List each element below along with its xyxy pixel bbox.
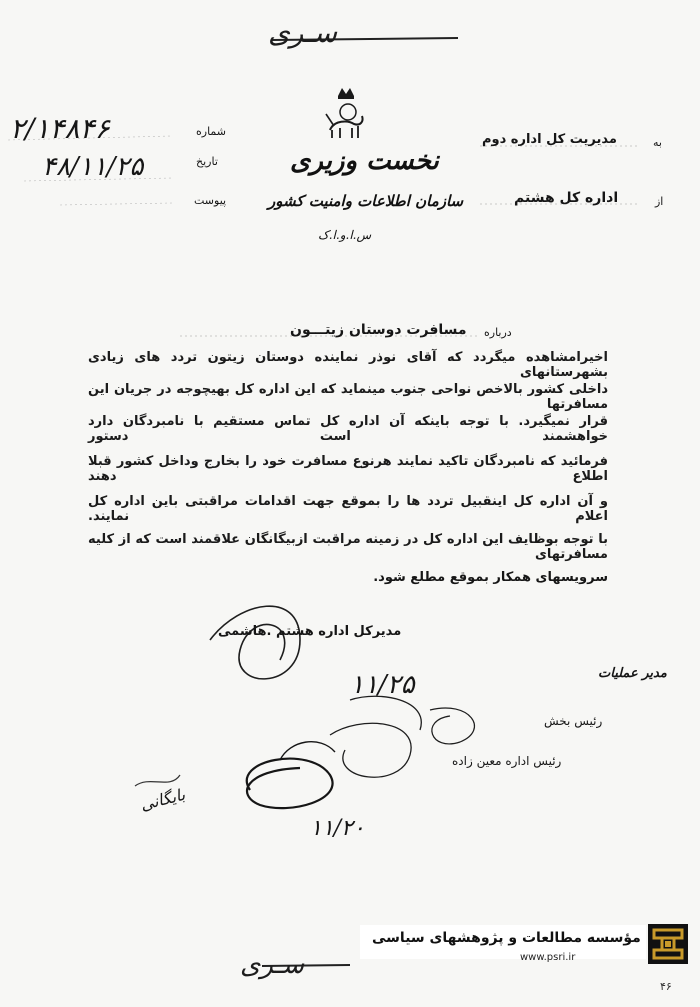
signature-date-mark: ۱۱/۲۵ xyxy=(350,670,415,700)
body-line: با توجه بوظایف این اداره کل در زمینه مراقبت ازبیگانگان علاقمند است که از کلیه مسافرتهای xyxy=(88,532,608,562)
number-value: ۲/۱۴۸۴۶ xyxy=(10,112,110,145)
body-line-last: سرویسهای همکار بموقع مطلع شود. xyxy=(373,570,608,585)
body-line: اخیرامشاهده میگردد که آقای نوذر نماینده دوستان زیتون تردد های زیادی بشهرستانهای xyxy=(88,350,608,380)
lion-and-sun-emblem-icon xyxy=(324,86,368,144)
section-chief-line: رئیس بخش xyxy=(544,714,603,728)
page-number: ۴۶ xyxy=(660,980,672,993)
letterhead-abbr: س.ا.و.ا.ک xyxy=(318,228,372,242)
to-value: مدیریت کل اداره دوم xyxy=(482,132,617,147)
signature-date-mark-2: ۱۱/۲۰ xyxy=(310,816,365,841)
body-line: و آن اداره کل اینقبیل تردد ها را بموقع جهت اقدامات مراقبتی باین اداره کل اعلام نمایند. xyxy=(88,494,608,524)
body-line: قرار نمیگیرد. با توجه باینکه آن اداره کل تماس مستقیم با نامبردگان دارد خواهشمند است دستور xyxy=(88,414,608,444)
number-label: شماره xyxy=(196,125,227,138)
body-line: فرمائید که نامبردگان تاکید نمایند هرنوع مسافرت خود را بخارج وداخل کشور قبلا اطلاع دهند xyxy=(88,454,608,484)
classification-bottom: سـری xyxy=(240,950,305,980)
subject-value: مسافرت دوستان زیتـــون xyxy=(290,322,467,338)
dept-chief-line: رئیس اداره معین زاده xyxy=(452,754,562,768)
attachment-label: پیوست xyxy=(194,194,227,207)
from-value: اداره کل هشتم xyxy=(514,190,619,206)
subject-label: درباره xyxy=(484,326,512,339)
ops-director-line: مدیر عملیات xyxy=(598,666,667,681)
footer-url[interactable]: www.psri.ir xyxy=(520,952,576,963)
body-line: داخلی کشور بالاخص نواحی جنوب مینماید که این اداره کل بهیچوجه در جریان این مسافرتها xyxy=(88,382,608,412)
from-prefix: از xyxy=(655,195,664,208)
institute-logo-icon xyxy=(648,924,688,964)
letterhead-title: نخست وزیری xyxy=(290,146,439,176)
letterhead-org: سازمان اطلاعات وامنیت کشور xyxy=(268,192,464,210)
classification-top: سـری xyxy=(268,16,338,49)
footer-institute: مؤسسه مطالعات و پژوهشهای سیاسی xyxy=(372,930,641,946)
date-value: ۴۸/۱۱/۲۵ xyxy=(42,152,144,182)
margin-note: بایگانی xyxy=(138,784,187,815)
signatory-title: مدیرکل اداره هشتم .هاشمی xyxy=(218,624,402,639)
to-prefix: به xyxy=(653,136,662,149)
date-label: تاریخ xyxy=(196,155,218,168)
